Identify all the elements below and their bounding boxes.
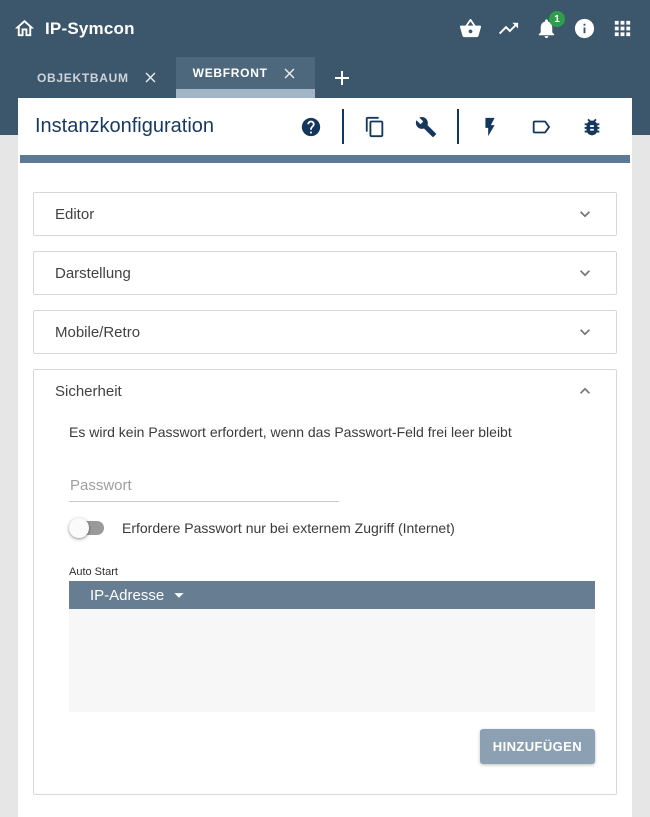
section-sicherheit-header[interactable] (34, 370, 616, 412)
tab-objektbaum-label: OBJEKTBAUM (37, 70, 129, 85)
shopping-basket-icon[interactable] (459, 17, 482, 40)
section-sicherheit (33, 369, 617, 795)
tab-objektbaum[interactable] (20, 57, 176, 98)
toggle-knob (69, 518, 89, 538)
copy-icon[interactable] (364, 116, 386, 138)
section-darstellung (33, 251, 617, 295)
section-mobile-retro (33, 310, 617, 354)
toolbar-separator (342, 109, 344, 144)
section-editor (33, 192, 617, 236)
chevron-down-icon (575, 322, 595, 342)
external-access-toggle-label: Erfordere Passwort nur bei externem Zugriff (Internet) (122, 520, 455, 536)
divider-bar (20, 155, 630, 163)
topbar (0, 0, 650, 57)
apps-grid-icon[interactable] (611, 17, 634, 40)
notification-badge: 1 (549, 11, 565, 27)
chevron-down-icon (575, 263, 595, 283)
close-icon[interactable] (281, 65, 298, 82)
section-editor-header[interactable] (34, 193, 616, 235)
home-icon[interactable] (13, 17, 36, 40)
app-title: IP-Symcon (45, 18, 135, 38)
tab-webfront-label: WEBFRONT (192, 66, 268, 80)
content-panel (18, 98, 632, 817)
notifications-icon[interactable] (535, 13, 560, 40)
auto-start-table (69, 581, 595, 712)
label-icon[interactable] (530, 116, 552, 138)
page-title: Instanzkonfiguration (35, 115, 215, 137)
topbar-actions (459, 13, 634, 40)
section-label: Sicherheit (55, 382, 122, 400)
chevron-down-icon (575, 204, 595, 224)
topbar-brand (13, 17, 135, 40)
password-input[interactable] (69, 474, 339, 502)
add-tab-button[interactable] (329, 65, 355, 91)
section-label: Editor (55, 205, 95, 223)
close-icon[interactable] (142, 69, 159, 86)
auto-start-table-body (69, 609, 595, 712)
column-header-label: IP-Adresse (90, 586, 165, 604)
auto-start-label: Auto Start (69, 566, 118, 578)
section-label: Mobile/Retro (55, 323, 141, 341)
section-darstellung-header[interactable] (34, 252, 616, 294)
hinzufuegen-button[interactable]: HINZUFÜGEN (480, 729, 595, 764)
tabbar (0, 57, 650, 98)
section-mobile-retro-header[interactable] (34, 311, 616, 353)
dropdown-arrow-icon (168, 584, 190, 606)
ip-adresse-column-header[interactable] (69, 581, 595, 609)
toolbar-separator (457, 109, 459, 144)
tab-webfront[interactable] (176, 57, 315, 98)
chevron-up-icon (575, 381, 595, 401)
external-access-toggle[interactable] (69, 518, 106, 538)
wrench-icon[interactable] (415, 116, 437, 138)
panel-header (18, 98, 632, 155)
flash-icon[interactable] (479, 116, 501, 138)
external-access-row (69, 518, 581, 538)
table-actions (55, 729, 595, 764)
section-sicherheit-body (34, 424, 616, 794)
bug-icon[interactable] (581, 116, 603, 138)
trending-up-icon[interactable] (497, 17, 520, 40)
section-label: Darstellung (55, 264, 131, 282)
sections-list (18, 163, 632, 810)
toolbar (300, 109, 603, 144)
help-icon[interactable] (300, 116, 322, 138)
info-icon[interactable] (573, 17, 596, 40)
password-hint-text: Es wird kein Passwort erfordert, wenn das Passwort-Feld frei leer bleibt (69, 424, 512, 440)
